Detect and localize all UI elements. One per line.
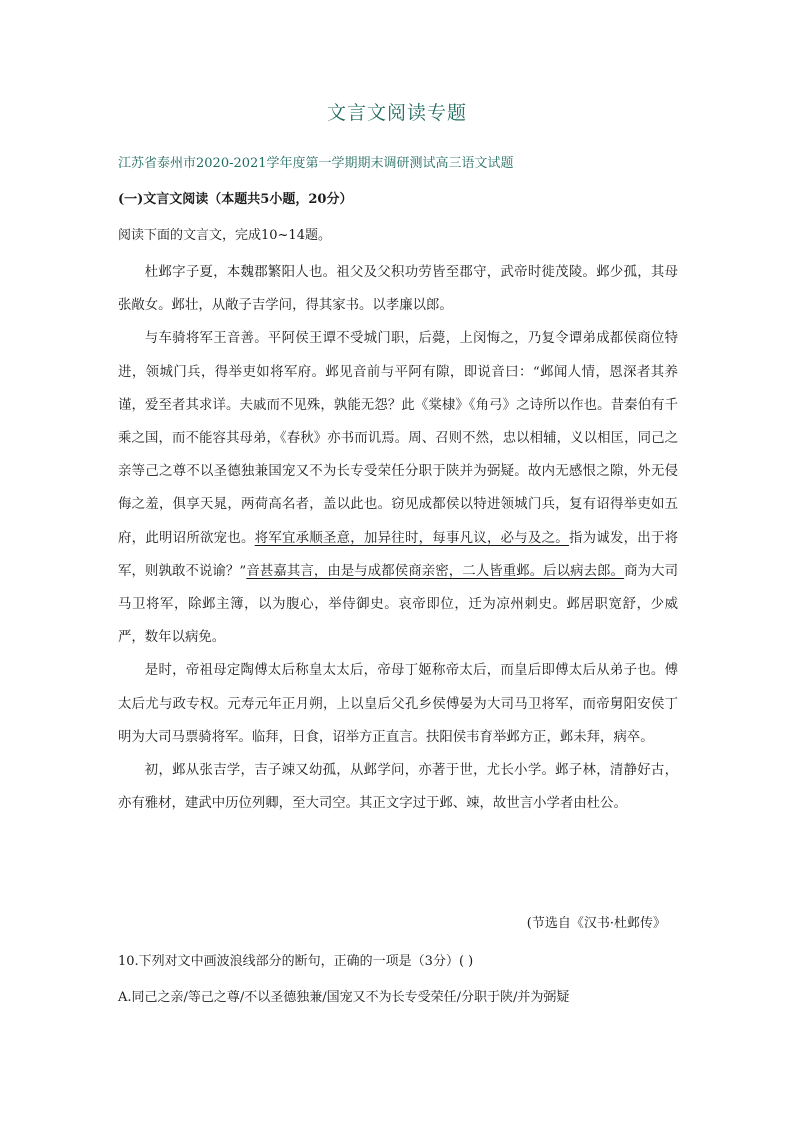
paragraph-1: 杜邺字子夏，本魏郡繁阳人也。祖父及父积功劳皆至郡守，武帝时徙茂陵。邺少孤，其母张敞女。邺壮，从敞子吉学问，得其家书。以孝廉以郎。 (118, 265, 678, 314)
section-heading: (一)文言文阅读（本题共5小题，20分） (118, 192, 353, 207)
paragraph-2-part-a: 与车骑将军王音善。平阿侯王谭不受城门职，后薨，上闵悔之，乃复令谭弟成都侯商位特进，领城门兵，得举吏如将军府。邺见音前与平阿有隙，即说音曰：“邺闻人情，恩深者其养谨，爱至者其求详。夫戚而不见殊，孰能无怨？此《棠棣》《角弓》之诗所以作也。昔秦伯有千乘之国，而不能容其母弟，《春秋》亦书而讥焉。周、召则不然，忠以相辅，义以相匡，同己之亲等己之尊不以圣德独兼国宠又不为长专受荣任分职于陕并为弼疑。故内无感恨之隙，外无侵侮之羞，俱享天晁，两荷高名者，盖以此也。窃见成都侯以特进领城门兵，复有诏得举吏如五府，此明诏所欲宠也。 (118, 331, 678, 546)
question-10: 10.下列对文中画波浪线部分的断句，正确的一项是（3分）( ) (118, 954, 474, 969)
passage-body (118, 256, 678, 820)
option-a: A.同己之亲/等己之尊/不以圣德独兼/国宠又不为长专受荣任/分职于陕/并为弼疑 (118, 990, 570, 1005)
paragraph-3: 是时，帝祖母定陶傅太后称皇太太后，帝母丁姬称帝太后，而皇后即傅太后从弟子也。傅太后尤与政专权。元寿元年正月朔，上以皇后父孔乡侯傅晏为大司马卫将军，而帝舅阳安侯丁明为大司马票骑将军。临拜，日食，诏举方正直言。扶阳侯韦育举邺方正，邺未拜，病卒。 (118, 663, 678, 745)
underlined-sentence-2: 音甚嘉其言，由是与成都侯商亲密，二人皆重邺。后以病去郎。 (246, 563, 625, 579)
page-title: 文言文阅读专题 (326, 102, 467, 124)
instruction-text: 阅读下面的文言文，完成10~14题。 (118, 228, 331, 243)
paragraph-2-part-b: 指为诚发，出于将军，则孰敢不说谕？” (118, 530, 679, 579)
source-citation: (节选自《汉书·杜邺传》 (526, 916, 666, 931)
paragraph-2 (118, 322, 678, 654)
exam-subtitle: 江苏省泰州市2020-2021学年度第一学期期末调研测试高三语文试题 (118, 156, 514, 171)
underlined-sentence-1: 将军宜承顺圣意，加异往时，每事凡议，必与及之。 (254, 530, 569, 546)
paragraph-2-part-c: 商为大司马卫将军，除邺主簿，以为腹心，举侍御史。哀帝即位，迁为凉州刺史。邺居职宽舒，少威严，数年以病免。 (118, 563, 679, 646)
paragraph-4: 初，邺从张吉学，吉子竦又幼孤，从邺学问，亦著于世，尤长小学。邺子林，清静好古，亦有雅材，建武中历位列卿，至大司空。其正文字过于邺、竦，故世言小学者由杜公。 (118, 763, 678, 812)
